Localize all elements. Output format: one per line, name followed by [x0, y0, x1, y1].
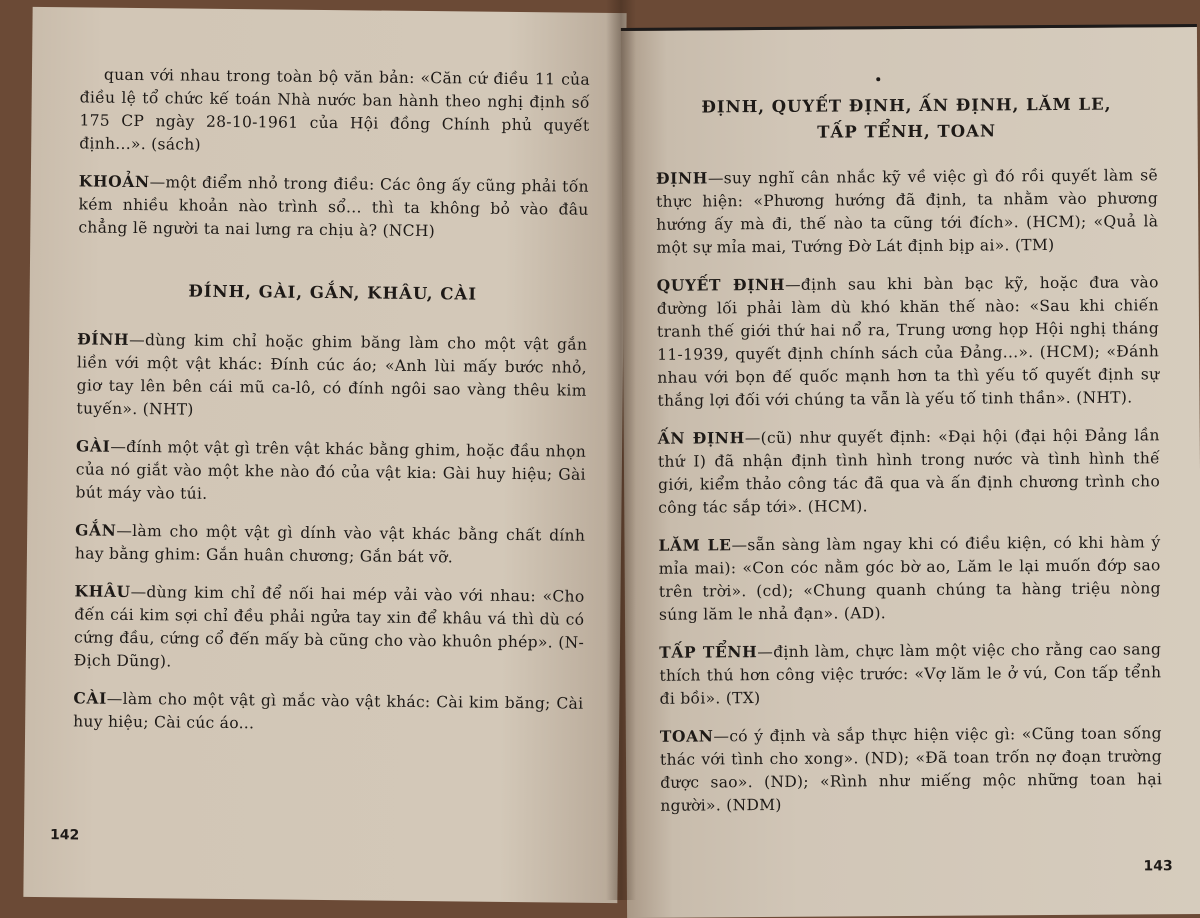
- intro-text: quan với nhau trong toàn bộ văn bản: «Căn cứ điều 11 của điều lệ tổ chức kế toán Nhà nước ban hành theo nghị định số 175 CP ngày 28-10-1961 của Hội đồng Chính phủ quyết định...». (sách): [79, 65, 591, 154]
- headword: KHÂU: [74, 581, 131, 601]
- entry-dinh: [76, 327, 587, 425]
- entry-quyet-dinh: [657, 270, 1160, 413]
- headword: GẮN: [75, 520, 117, 540]
- right-page-column: [655, 85, 1162, 831]
- entry-dinh-right: [656, 163, 1159, 260]
- definition: —đính một vật gì trên vật khác bằng ghim, hoặc đầu nhọn của nó giắt vào một khe nào đó của vật kia: Gài huy hiệu; Gài bút máy vào túi.: [75, 437, 587, 503]
- definition: —dùng kim chỉ hoặc ghim băng làm cho một vật gắn liền với một vật khác: Đính cúc áo; «Anh lùi mấy bước nhỏ, giơ tay lên bên cái mũ ca-lô, có đính ngôi sao vàng thêu kim tuyến». (NHT): [76, 330, 588, 419]
- section-title-line-2: TẤP TỂNH, TOAN: [817, 121, 997, 142]
- ink-dot: [876, 77, 880, 81]
- headword: ĐỊNH: [655, 168, 709, 188]
- headword: TOAN: [659, 726, 714, 746]
- headword: TẤP TỂNH: [659, 642, 758, 662]
- section-title-line-1: ĐỊNH, QUYẾT ĐỊNH, ẤN ĐỊNH, LĂM LE,: [701, 94, 1112, 117]
- definition: —định sau khi bàn bạc kỹ, hoặc đưa vào đường lối phải làm dù khó khăn thế nào: «Sau khi chiến tranh thế giới thứ hai nổ ra, Trung ương họp Hội nghị tháng 11-1939, quyết định chính sách của Đảng...». (HCM); «Đánh nhau với bọn đế quốc mạnh hơn ta thì yếu tố quyết định sự thắng lợi đối với chúng ta vẫn là yếu tố tinh thần». (NHT).: [656, 273, 1160, 410]
- definition: —làm cho một vật gì dính vào vật khác bằng chất dính hay bằng ghim: Gắn huân chương; Gắn bát vỡ.: [74, 521, 586, 567]
- intro-paragraph: [79, 63, 590, 160]
- left-page-column: [73, 63, 590, 752]
- definition: —sẵn sàng làm ngay khi có điều kiện, có khi hàm ý mỉa mai): «Con cóc nằm góc bờ ao, Lăm le lại muốn đớp sao trên trời». (cd); «Chung quanh chúng ta hàng triệu nòng súng lăm le nhả đạn». (AD).: [658, 533, 1161, 624]
- page-number-right: 143: [1143, 858, 1173, 875]
- definition: —dùng kim chỉ để nối hai mép vải vào với nhau: «Cho đến cái kim sợi chỉ đều phải ngửa tay xin để khâu vá thì dù có cứng đầu, cứng cổ đến mấy bà cũng cho vào khuôn phép». (N-Địch Dũng).: [73, 582, 585, 671]
- headword: ẤN ĐỊNH: [657, 428, 745, 448]
- headword: GÀI: [75, 436, 111, 456]
- entry-an-dinh: [658, 423, 1161, 520]
- headword: CÀI: [73, 688, 107, 708]
- entry-lam-le: [658, 530, 1161, 627]
- page-number-left: 142: [49, 827, 80, 844]
- entry-khoan: [78, 169, 589, 244]
- definition: —(cũ) như quyết định: «Đại hội (đại hội Đảng lần thứ I) đã nhận định tình hình trong nước và tình hình thế giới, kiểm thảo công tác đã qua và ấn định chương trình cho công tác sắp tới». (HCM).: [657, 426, 1161, 517]
- headword: LĂM LE: [658, 535, 732, 555]
- definition: —suy nghĩ cân nhắc kỹ về việc gì đó rồi quyết làm sẽ thực hiện: «Phương hướng đã định, ta nhằm vào phương hướng ấy mà đi, thế nào ta cũng tới đích». (HCM); «Quả là một sự mỉa mai, Tướng Đờ Lát định bịp ai». (TM): [656, 166, 1159, 257]
- headword: KHOẢN: [78, 171, 150, 192]
- entry-khau: [74, 579, 585, 677]
- section-title: ĐÍNH, GÀI, GẮN, KHÂU, CÀI: [188, 281, 478, 304]
- entry-cai: [73, 686, 583, 738]
- entry-tap-tenh: [659, 637, 1161, 711]
- definition: —có ý định và sắp thực hiện việc gì: «Cũng toan sống thác với tình cho xong». (ND); «Đã toan trốn nợ đoạn trường được sao». (ND); «Rình như miếng mộc những toan hại người». (NDM): [659, 724, 1163, 815]
- entry-gan: [75, 518, 585, 570]
- section-title: [655, 91, 1157, 147]
- headword: ĐÍNH: [77, 329, 130, 349]
- entry-toan: [660, 721, 1163, 818]
- definition: —một điểm nhỏ trong điều: Các ông ấy cũng phải tốn kém nhiều khoản nào trình sổ... thì ta không bỏ vào đâu chẳng lẽ người ta nai lưng ra chịu à? (NCH): [78, 173, 589, 241]
- book-gutter-shadow: [606, 0, 636, 900]
- entry-gai: [75, 434, 586, 509]
- right-page: [621, 24, 1200, 918]
- headword: QUYẾT ĐỊNH: [656, 274, 786, 295]
- left-page: [23, 7, 626, 903]
- definition: —định làm, chực làm một việc cho rằng cao sang thích thú hơn công việc trước: «Vợ lăm le ở vú, Con tấp tểnh đi bồi». (TX): [659, 640, 1162, 708]
- definition: —làm cho một vật gì mắc vào vật khác: Cài kim băng; Cài huy hiệu; Cài cúc áo...: [73, 689, 584, 733]
